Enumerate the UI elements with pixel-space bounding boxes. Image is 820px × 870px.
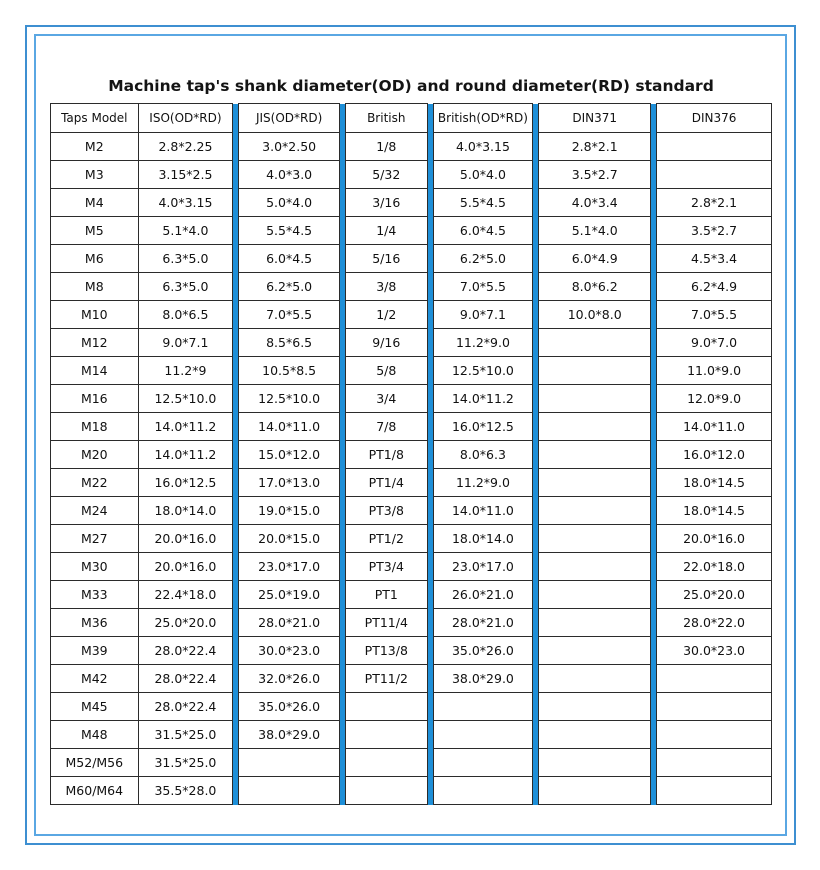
cell-iso: 3.15*2.5 — [138, 161, 233, 189]
cell-british-od-rd: 4.0*3.15 — [433, 133, 533, 161]
header-british: British — [346, 104, 428, 133]
cell-jis: 5.5*4.5 — [239, 217, 340, 245]
table-row — [51, 161, 772, 189]
cell-iso: 20.0*16.0 — [138, 525, 233, 553]
cell-taps-model: M14 — [51, 357, 139, 385]
cell-jis: 32.0*26.0 — [239, 665, 340, 693]
cell-din371 — [539, 721, 651, 749]
table-header-row — [51, 104, 772, 133]
cell-din371 — [539, 553, 651, 581]
cell-british: 1/2 — [346, 301, 428, 329]
cell-din371 — [539, 777, 651, 805]
cell-din371 — [539, 357, 651, 385]
cell-british-od-rd: 9.0*7.1 — [433, 301, 533, 329]
cell-din376 — [657, 161, 772, 189]
table-row — [51, 301, 772, 329]
cell-taps-model: M8 — [51, 273, 139, 301]
cell-din371: 8.0*6.2 — [539, 273, 651, 301]
cell-din371 — [539, 581, 651, 609]
cell-din376: 7.0*5.5 — [657, 301, 772, 329]
cell-british-od-rd: 5.5*4.5 — [433, 189, 533, 217]
cell-british: 9/16 — [346, 329, 428, 357]
cell-taps-model: M24 — [51, 497, 139, 525]
cell-british-od-rd: 12.5*10.0 — [433, 357, 533, 385]
cell-jis: 25.0*19.0 — [239, 581, 340, 609]
cell-din371 — [539, 609, 651, 637]
cell-iso: 11.2*9 — [138, 357, 233, 385]
table-row — [51, 189, 772, 217]
table-row — [51, 721, 772, 749]
cell-jis — [239, 749, 340, 777]
cell-jis: 12.5*10.0 — [239, 385, 340, 413]
tap-standard-table — [50, 103, 772, 805]
cell-din376: 18.0*14.5 — [657, 469, 772, 497]
cell-taps-model: M4 — [51, 189, 139, 217]
cell-british: 5/32 — [346, 161, 428, 189]
cell-british-od-rd: 6.2*5.0 — [433, 245, 533, 273]
cell-din371: 6.0*4.9 — [539, 245, 651, 273]
table-row — [51, 413, 772, 441]
cell-british: PT13/8 — [346, 637, 428, 665]
cell-din376: 14.0*11.0 — [657, 413, 772, 441]
cell-british — [346, 749, 428, 777]
table-row — [51, 581, 772, 609]
cell-din371: 3.5*2.7 — [539, 161, 651, 189]
cell-taps-model: M20 — [51, 441, 139, 469]
table-row — [51, 609, 772, 637]
header-iso: ISO(OD*RD) — [138, 104, 233, 133]
cell-british: PT3/4 — [346, 553, 428, 581]
cell-iso: 20.0*16.0 — [138, 553, 233, 581]
cell-taps-model: M27 — [51, 525, 139, 553]
cell-din376 — [657, 721, 772, 749]
cell-taps-model: M22 — [51, 469, 139, 497]
cell-british-od-rd: 18.0*14.0 — [433, 525, 533, 553]
cell-iso: 28.0*22.4 — [138, 693, 233, 721]
cell-british — [346, 777, 428, 805]
cell-iso: 28.0*22.4 — [138, 637, 233, 665]
cell-british-od-rd — [433, 693, 533, 721]
table-row — [51, 469, 772, 497]
cell-british: 5/16 — [346, 245, 428, 273]
cell-din376: 3.5*2.7 — [657, 217, 772, 245]
cell-din376: 25.0*20.0 — [657, 581, 772, 609]
cell-jis: 3.0*2.50 — [239, 133, 340, 161]
cell-din376: 16.0*12.0 — [657, 441, 772, 469]
header-british-od-rd: British(OD*RD) — [433, 104, 533, 133]
cell-british: 1/8 — [346, 133, 428, 161]
cell-british: PT11/2 — [346, 665, 428, 693]
cell-din376: 11.0*9.0 — [657, 357, 772, 385]
cell-din376: 22.0*18.0 — [657, 553, 772, 581]
cell-taps-model: M12 — [51, 329, 139, 357]
table-row — [51, 357, 772, 385]
cell-iso: 5.1*4.0 — [138, 217, 233, 245]
cell-taps-model: M16 — [51, 385, 139, 413]
cell-jis: 6.0*4.5 — [239, 245, 340, 273]
cell-taps-model: M10 — [51, 301, 139, 329]
cell-din376 — [657, 777, 772, 805]
cell-taps-model: M18 — [51, 413, 139, 441]
cell-taps-model: M33 — [51, 581, 139, 609]
cell-taps-model: M52/M56 — [51, 749, 139, 777]
cell-iso: 8.0*6.5 — [138, 301, 233, 329]
table-row — [51, 133, 772, 161]
cell-british — [346, 693, 428, 721]
cell-jis: 23.0*17.0 — [239, 553, 340, 581]
cell-din371 — [539, 637, 651, 665]
cell-iso: 12.5*10.0 — [138, 385, 233, 413]
cell-din371 — [539, 469, 651, 497]
cell-iso: 9.0*7.1 — [138, 329, 233, 357]
cell-taps-model: M2 — [51, 133, 139, 161]
cell-british-od-rd: 35.0*26.0 — [433, 637, 533, 665]
table-row — [51, 693, 772, 721]
cell-taps-model: M5 — [51, 217, 139, 245]
cell-british-od-rd: 11.2*9.0 — [433, 469, 533, 497]
header-taps-model: Taps Model — [51, 104, 139, 133]
cell-jis: 38.0*29.0 — [239, 721, 340, 749]
cell-taps-model: M6 — [51, 245, 139, 273]
cell-british: 3/8 — [346, 273, 428, 301]
table-row — [51, 749, 772, 777]
header-din371: DIN371 — [539, 104, 651, 133]
cell-din376: 6.2*4.9 — [657, 273, 772, 301]
table-row — [51, 329, 772, 357]
cell-iso: 31.5*25.0 — [138, 749, 233, 777]
cell-din376: 20.0*16.0 — [657, 525, 772, 553]
table-row — [51, 637, 772, 665]
cell-british-od-rd: 16.0*12.5 — [433, 413, 533, 441]
cell-din371 — [539, 441, 651, 469]
cell-british-od-rd: 38.0*29.0 — [433, 665, 533, 693]
cell-jis: 5.0*4.0 — [239, 189, 340, 217]
cell-british: 1/4 — [346, 217, 428, 245]
cell-taps-model: M45 — [51, 693, 139, 721]
table-row — [51, 385, 772, 413]
cell-british-od-rd — [433, 721, 533, 749]
cell-iso: 18.0*14.0 — [138, 497, 233, 525]
table-row — [51, 273, 772, 301]
table-row — [51, 777, 772, 805]
cell-din371 — [539, 665, 651, 693]
cell-iso: 22.4*18.0 — [138, 581, 233, 609]
cell-taps-model: M30 — [51, 553, 139, 581]
cell-iso: 4.0*3.15 — [138, 189, 233, 217]
cell-iso: 14.0*11.2 — [138, 413, 233, 441]
cell-british-od-rd: 5.0*4.0 — [433, 161, 533, 189]
cell-jis: 35.0*26.0 — [239, 693, 340, 721]
cell-jis: 6.2*5.0 — [239, 273, 340, 301]
cell-din371 — [539, 329, 651, 357]
cell-british-od-rd: 11.2*9.0 — [433, 329, 533, 357]
cell-iso: 6.3*5.0 — [138, 273, 233, 301]
cell-din376: 2.8*2.1 — [657, 189, 772, 217]
cell-iso: 6.3*5.0 — [138, 245, 233, 273]
cell-iso: 25.0*20.0 — [138, 609, 233, 637]
cell-british — [346, 721, 428, 749]
cell-british: 5/8 — [346, 357, 428, 385]
cell-british: PT3/8 — [346, 497, 428, 525]
cell-british: PT1/2 — [346, 525, 428, 553]
cell-din376: 4.5*3.4 — [657, 245, 772, 273]
page-title: Machine tap's shank diameter(OD) and round diameter(RD) standard — [108, 77, 714, 95]
cell-din371 — [539, 497, 651, 525]
cell-din376: 18.0*14.5 — [657, 497, 772, 525]
cell-british-od-rd: 14.0*11.0 — [433, 497, 533, 525]
table-row — [51, 665, 772, 693]
cell-british: PT1/4 — [346, 469, 428, 497]
header-jis: JIS(OD*RD) — [239, 104, 340, 133]
cell-din371 — [539, 693, 651, 721]
cell-british-od-rd: 26.0*21.0 — [433, 581, 533, 609]
cell-iso: 35.5*28.0 — [138, 777, 233, 805]
cell-din376 — [657, 133, 772, 161]
cell-british-od-rd: 23.0*17.0 — [433, 553, 533, 581]
cell-din376: 12.0*9.0 — [657, 385, 772, 413]
cell-british-od-rd — [433, 749, 533, 777]
cell-din376 — [657, 665, 772, 693]
cell-british: PT11/4 — [346, 609, 428, 637]
cell-din376: 28.0*22.0 — [657, 609, 772, 637]
table-row — [51, 217, 772, 245]
cell-jis — [239, 777, 340, 805]
cell-jis: 28.0*21.0 — [239, 609, 340, 637]
cell-taps-model: M42 — [51, 665, 139, 693]
cell-din376: 30.0*23.0 — [657, 637, 772, 665]
cell-taps-model: M48 — [51, 721, 139, 749]
cell-british: PT1 — [346, 581, 428, 609]
cell-jis: 4.0*3.0 — [239, 161, 340, 189]
cell-british: 3/4 — [346, 385, 428, 413]
cell-british: PT1/8 — [346, 441, 428, 469]
cell-british-od-rd: 14.0*11.2 — [433, 385, 533, 413]
cell-british-od-rd: 7.0*5.5 — [433, 273, 533, 301]
table-row — [51, 441, 772, 469]
cell-iso: 2.8*2.25 — [138, 133, 233, 161]
cell-din371 — [539, 749, 651, 777]
cell-taps-model: M3 — [51, 161, 139, 189]
cell-din376: 9.0*7.0 — [657, 329, 772, 357]
cell-jis: 8.5*6.5 — [239, 329, 340, 357]
cell-din376 — [657, 749, 772, 777]
cell-british: 7/8 — [346, 413, 428, 441]
cell-jis: 7.0*5.5 — [239, 301, 340, 329]
cell-din376 — [657, 693, 772, 721]
cell-din371 — [539, 413, 651, 441]
cell-din371: 10.0*8.0 — [539, 301, 651, 329]
cell-iso: 28.0*22.4 — [138, 665, 233, 693]
cell-british-od-rd — [433, 777, 533, 805]
cell-din371: 4.0*3.4 — [539, 189, 651, 217]
cell-jis: 10.5*8.5 — [239, 357, 340, 385]
header-din376: DIN376 — [657, 104, 772, 133]
cell-jis: 14.0*11.0 — [239, 413, 340, 441]
cell-din371 — [539, 385, 651, 413]
cell-jis: 19.0*15.0 — [239, 497, 340, 525]
table-row — [51, 245, 772, 273]
cell-jis: 17.0*13.0 — [239, 469, 340, 497]
cell-taps-model: M39 — [51, 637, 139, 665]
cell-din371: 5.1*4.0 — [539, 217, 651, 245]
cell-british-od-rd: 6.0*4.5 — [433, 217, 533, 245]
table-row — [51, 497, 772, 525]
table-row — [51, 525, 772, 553]
cell-british: 3/16 — [346, 189, 428, 217]
cell-jis: 20.0*15.0 — [239, 525, 340, 553]
cell-taps-model: M36 — [51, 609, 139, 637]
cell-iso: 14.0*11.2 — [138, 441, 233, 469]
cell-din371: 2.8*2.1 — [539, 133, 651, 161]
cell-jis: 30.0*23.0 — [239, 637, 340, 665]
cell-jis: 15.0*12.0 — [239, 441, 340, 469]
cell-iso: 31.5*25.0 — [138, 721, 233, 749]
cell-din371 — [539, 525, 651, 553]
cell-taps-model: M60/M64 — [51, 777, 139, 805]
table-row — [51, 553, 772, 581]
cell-british-od-rd: 28.0*21.0 — [433, 609, 533, 637]
cell-british-od-rd: 8.0*6.3 — [433, 441, 533, 469]
cell-iso: 16.0*12.5 — [138, 469, 233, 497]
